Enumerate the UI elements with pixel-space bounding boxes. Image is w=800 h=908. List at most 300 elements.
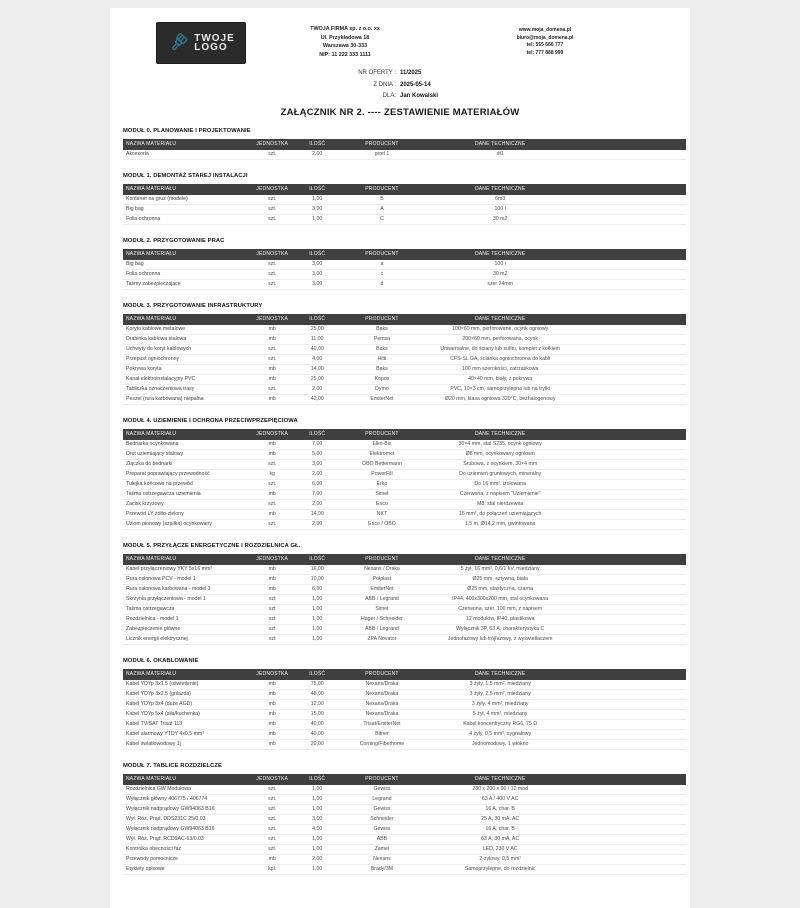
- qty-cell: 14,00: [292, 364, 343, 374]
- producer-cell: Erico: [343, 499, 422, 509]
- unit-cell: mb: [252, 680, 291, 690]
- qty-cell: 1,00: [292, 195, 343, 205]
- material-name-cell: Wył. Róż. Prąd. RCD9AC-63/0.03: [123, 834, 252, 844]
- spacer-cell: [579, 864, 686, 874]
- contact-www: www.moja_domena.pl: [518, 27, 572, 33]
- unit-cell: mb: [252, 334, 291, 344]
- producer-cell: Baks: [343, 325, 422, 335]
- producer-cell: Polplast: [343, 574, 422, 584]
- tech-cell: Jednofazowy lub trójfazowy, z wyświetlaczem: [421, 634, 579, 644]
- unit-cell: mb: [252, 440, 291, 450]
- qty-cell: 42,00: [292, 394, 343, 404]
- tech-cell: 200×60 mm, perforowana, ocynk: [421, 334, 579, 344]
- column-header: DANE TECHNICZNE: [421, 669, 579, 680]
- tech-cell: Kabel koncentryczny RG6, 75 Ω: [421, 719, 579, 729]
- tech-cell: Czerwona, z napisem "Uziemienie": [421, 489, 579, 499]
- tech-cell: 30×4 mm, stal S235, ocynk ogniowy: [421, 440, 579, 450]
- company-info: [255, 25, 435, 59]
- unit-cell: mb: [252, 489, 291, 499]
- material-name-cell: Przewód LY żółto-zielony: [123, 509, 252, 519]
- material-name-cell: Bednarka ocynkowana: [123, 440, 252, 450]
- producer-cell: EmiterNet: [343, 584, 422, 594]
- spacer-cell: [579, 624, 686, 634]
- unit-cell: szt.: [252, 824, 291, 834]
- table-header-row: [123, 429, 686, 440]
- material-name-cell: Rura osłonowa karbowana - model 3: [123, 584, 252, 594]
- table-header-row: [123, 184, 686, 195]
- producer-cell: Pemsa: [343, 334, 422, 344]
- column-header: ILOŚĆ: [292, 139, 343, 150]
- qty-cell: 75,00: [292, 680, 343, 690]
- producer-cell: Gewiss: [343, 824, 422, 834]
- producer-cell: NKT: [343, 509, 422, 519]
- column-header: NAZWA MATERIAŁU: [123, 314, 252, 325]
- spacer-cell: [579, 844, 686, 854]
- paintbrush-icon: [167, 32, 189, 54]
- spacer-cell: [579, 634, 686, 644]
- tech-cell: 25 A, 30 mA, AC: [421, 814, 579, 824]
- module-title: MODUŁ 6. OKABLOWANIE: [123, 657, 199, 664]
- unit-cell: mb: [252, 699, 291, 709]
- spacer-cell: [579, 364, 686, 374]
- producer-cell: c: [343, 269, 422, 279]
- material-name-cell: Kabel YDYp 3x4 (duże AGD): [123, 699, 252, 709]
- table-row: [123, 739, 686, 749]
- tech-cell: 100 l: [421, 204, 579, 214]
- table-row: [123, 269, 686, 279]
- qty-cell: 40,00: [292, 344, 343, 354]
- table-row: [123, 854, 686, 864]
- unit-cell: szt.: [252, 344, 291, 354]
- column-header: DANE TECHNICZNE: [421, 429, 579, 440]
- table-row: [123, 814, 686, 824]
- column-header: JEDNOSTKA: [252, 429, 291, 440]
- qty-cell: 16,00: [292, 565, 343, 575]
- tech-cell: 63 A, 30 mA, AC: [421, 834, 579, 844]
- table-row: [123, 574, 686, 584]
- unit-cell: mb: [252, 729, 291, 739]
- materials-table: [123, 139, 686, 160]
- table-row: [123, 354, 686, 364]
- table-row: [123, 509, 686, 519]
- tech-cell: 16 mm², do połączeń uziemiających: [421, 509, 579, 519]
- offer-page: [110, 8, 690, 908]
- material-name-cell: Wyłącznik nadprądowy GW94063 B16: [123, 804, 252, 814]
- qty-cell: 10,00: [292, 574, 343, 584]
- spacer-cell: [579, 374, 686, 384]
- materials-table: [123, 314, 686, 405]
- qty-cell: 15,00: [292, 709, 343, 719]
- table-row: [123, 260, 686, 270]
- unit-cell: szt.: [252, 804, 291, 814]
- company-city: Warszawa 30-333: [322, 43, 368, 49]
- column-header-spacer: [579, 139, 686, 150]
- spacer-cell: [579, 689, 686, 699]
- company-name: TWOJA FIRMA sp. z o.o. xx: [310, 26, 380, 32]
- spacer-cell: [579, 354, 686, 364]
- qty-cell: 11,00: [292, 334, 343, 344]
- unit-cell: szt.: [252, 260, 291, 270]
- spacer-cell: [579, 334, 686, 344]
- tech-cell: Ø25 mm, elastyczna, czarna: [421, 584, 579, 594]
- tech-cell: CFS-SL GA, ścianka ogniochronna do kabli: [421, 354, 579, 364]
- qty-cell: 2,00: [292, 469, 343, 479]
- column-header: NAZWA MATERIAŁU: [123, 139, 252, 150]
- tech-cell: 16 A, char. B: [421, 824, 579, 834]
- tech-cell: M8, stal nierdzewna: [421, 499, 579, 509]
- tech-cell: 16 A, char. B: [421, 804, 579, 814]
- producer-cell: Nexans/Draka: [343, 680, 422, 690]
- offer-meta: [110, 68, 690, 103]
- table-row: [123, 565, 686, 575]
- materials-table: [123, 774, 686, 875]
- offer-client-value: Jan Kowalski: [400, 93, 439, 99]
- producer-cell: Kopos: [343, 374, 422, 384]
- unit-cell: mb: [252, 394, 291, 404]
- producer-cell: Simet: [343, 489, 422, 499]
- qty-cell: 2,00: [292, 854, 343, 864]
- material-name-cell: Taśma ostrzegawcza uziemienia: [123, 489, 252, 499]
- producer-cell: Gewiss: [343, 804, 422, 814]
- column-header: DANE TECHNICZNE: [421, 249, 579, 260]
- column-header-spacer: [579, 429, 686, 440]
- producer-cell: ABB / Legrand: [343, 624, 422, 634]
- qty-cell: 3,00: [292, 814, 343, 824]
- column-header: PRODUCENT: [343, 249, 422, 260]
- qty-cell: 1,00: [292, 624, 343, 634]
- qty-cell: 48,00: [292, 689, 343, 699]
- qty-cell: 40,00: [292, 719, 343, 729]
- column-header: JEDNOSTKA: [252, 554, 291, 565]
- material-name-cell: Taśma ostrzegawcza: [123, 604, 252, 614]
- producer-cell: Schneider: [343, 814, 422, 824]
- table-row: [123, 204, 686, 214]
- producer-cell: ABB / Legrand: [343, 594, 422, 604]
- spacer-cell: [579, 269, 686, 279]
- unit-cell: mb: [252, 584, 291, 594]
- unit-cell: mb: [252, 374, 291, 384]
- column-header: JEDNOSTKA: [252, 184, 291, 195]
- tech-cell: 3 żyły, 2,5 mm², miedziany: [421, 689, 579, 699]
- table-row: [123, 469, 686, 479]
- offer-number-label: NR OFERTY :: [358, 70, 396, 76]
- module-title: MODUŁ 3. PRZYGOTOWANIE INFRASTRUKTURY: [123, 302, 263, 309]
- column-header: PRODUCENT: [343, 554, 422, 565]
- spacer-cell: [579, 449, 686, 459]
- unit-cell: mb: [252, 854, 291, 864]
- material-name-cell: Zacisk krzyżowy: [123, 499, 252, 509]
- table-row: [123, 804, 686, 814]
- producer-cell: Zamel: [343, 844, 422, 854]
- qty-cell: 1,00: [292, 594, 343, 604]
- column-header: JEDNOSTKA: [252, 774, 291, 785]
- material-name-cell: Folia ochronna: [123, 214, 252, 224]
- table-header-row: [123, 139, 686, 150]
- material-name-cell: Kontrolka obecności faz: [123, 844, 252, 854]
- producer-cell: OBO Bettermann: [343, 459, 422, 469]
- table-row: [123, 195, 686, 205]
- qty-cell: 14,00: [292, 509, 343, 519]
- table-row: [123, 584, 686, 594]
- unit-cell: szt.: [252, 785, 291, 795]
- table-row: [123, 150, 686, 160]
- module-title: MODUŁ 0. PLANOWANIE I PROJEKTOWANIE: [123, 127, 251, 134]
- table-row: [123, 519, 686, 529]
- tech-cell: 12 modułów, IP40, plastikowa: [421, 614, 579, 624]
- materials-table: [123, 184, 686, 225]
- unit-cell: mb: [252, 325, 291, 335]
- table-row: [123, 634, 686, 644]
- spacer-cell: [579, 614, 686, 624]
- column-header: NAZWA MATERIAŁU: [123, 774, 252, 785]
- tech-cell: 3 żyły, 4 mm², miedziany: [421, 699, 579, 709]
- producer-cell: a: [343, 260, 422, 270]
- column-header: DANE TECHNICZNE: [421, 774, 579, 785]
- column-header: DANE TECHNICZNE: [421, 314, 579, 325]
- producer-cell: Gewiss: [343, 785, 422, 795]
- unit-cell: mb: [252, 709, 291, 719]
- unit-cell: szt.: [252, 214, 291, 224]
- qty-cell: 1,00: [292, 794, 343, 804]
- modules-container: [110, 128, 690, 875]
- offer-client-label: DLA:: [382, 93, 396, 99]
- materials-table: [123, 669, 686, 750]
- unit-cell: szt.: [252, 479, 291, 489]
- spacer-cell: [579, 699, 686, 709]
- contact-email: biuro@moja_domena.pl: [516, 34, 574, 41]
- qty-cell: 3,00: [292, 204, 343, 214]
- tech-cell: Do uziemień gruntowych, mineralny: [421, 469, 579, 479]
- tech-cell: 63 A / 400 V AC: [421, 794, 579, 804]
- spacer-cell: [579, 394, 686, 404]
- qty-cell: 3,00: [292, 269, 343, 279]
- table-header-row: [123, 774, 686, 785]
- producer-cell: Brady/3M: [343, 864, 422, 874]
- materials-table: [123, 554, 686, 645]
- qty-cell: 1,00: [292, 844, 343, 854]
- meta-row-offer-client: [110, 91, 690, 103]
- table-row: [123, 279, 686, 289]
- material-name-cell: Rozdzielnica GW Modułowa: [123, 785, 252, 795]
- material-name-cell: Kabel YDYp 5x4 (siła/kuchenka): [123, 709, 252, 719]
- column-header: NAZWA MATERIAŁU: [123, 429, 252, 440]
- spacer-cell: [579, 489, 686, 499]
- column-header: PRODUCENT: [343, 669, 422, 680]
- unit-cell: szt.: [252, 204, 291, 214]
- producer-cell: Elektromet: [343, 449, 422, 459]
- spacer-cell: [579, 814, 686, 824]
- table-header-row: [123, 249, 686, 260]
- material-name-cell: Big bag: [123, 260, 252, 270]
- column-header-spacer: [579, 669, 686, 680]
- material-name-cell: Kontener na gruz (modele): [123, 195, 252, 205]
- column-header: ILOŚĆ: [292, 774, 343, 785]
- tech-cell: 100×60 mm, perforowane, ocynk ogniowy: [421, 325, 579, 335]
- material-name-cell: Uchwyty do koryt kablowych: [123, 344, 252, 354]
- producer-cell: A: [343, 204, 422, 214]
- table-row: [123, 844, 686, 854]
- material-name-cell: Przepust ogniochronny: [123, 354, 252, 364]
- material-name-cell: Kabel alarmowy YTDY 4x0,5 mm²: [123, 729, 252, 739]
- unit-cell: mb: [252, 574, 291, 584]
- table-row: [123, 864, 686, 874]
- table-header-row: [123, 669, 686, 680]
- column-header-spacer: [579, 249, 686, 260]
- table-row: [123, 604, 686, 614]
- spacer-cell: [579, 479, 686, 489]
- column-header: NAZWA MATERIAŁU: [123, 669, 252, 680]
- module-section: [123, 303, 686, 405]
- spacer-cell: [579, 729, 686, 739]
- unit-cell: szt.: [252, 499, 291, 509]
- module-section: [123, 543, 686, 645]
- spacer-cell: [579, 260, 686, 270]
- qty-cell: 6,00: [292, 584, 343, 594]
- unit-cell: szt: [252, 594, 291, 604]
- spacer-cell: [579, 214, 686, 224]
- producer-cell: Nexans/Draka: [343, 699, 422, 709]
- qty-cell: 1,00: [292, 785, 343, 795]
- producer-cell: ZPA Novator: [343, 634, 422, 644]
- column-header-spacer: [579, 184, 686, 195]
- tech-cell: 5 żył, 4 mm², miedziany: [421, 709, 579, 719]
- column-header: NAZWA MATERIAŁU: [123, 554, 252, 565]
- module-title: MODUŁ 5. PRZYŁĄCZE ENERGETYCZNE I ROZDZIELNICA GŁ.: [123, 542, 301, 549]
- material-name-cell: Folia ochronna: [123, 269, 252, 279]
- offer-date-value: 2025-05-14: [400, 81, 431, 88]
- table-row: [123, 479, 686, 489]
- material-name-cell: Kabel YDYp 3x1.5 (oświetlenie): [123, 680, 252, 690]
- qty-cell: 1,00: [292, 614, 343, 624]
- spacer-cell: [579, 719, 686, 729]
- table-row: [123, 440, 686, 450]
- table-row: [123, 325, 686, 335]
- producer-cell: Hilti: [343, 354, 422, 364]
- producer-cell: Baks: [343, 344, 422, 354]
- spacer-cell: [579, 739, 686, 749]
- spacer-cell: [579, 279, 686, 289]
- unit-cell: mb: [252, 364, 291, 374]
- spacer-cell: [579, 565, 686, 575]
- qty-cell: 2,00: [292, 519, 343, 529]
- table-header-row: [123, 314, 686, 325]
- spacer-cell: [579, 604, 686, 614]
- unit-cell: kpl.: [252, 864, 291, 874]
- unit-cell: szt.: [252, 834, 291, 844]
- spacer-cell: [579, 499, 686, 509]
- producer-cell: Nexans / Draka: [343, 565, 422, 575]
- producer-cell: Simet: [343, 604, 422, 614]
- table-row: [123, 499, 686, 509]
- unit-cell: szt: [252, 624, 291, 634]
- tech-cell: 4 żyły, 0,5 mm², sygnałowy: [421, 729, 579, 739]
- qty-cell: 2,00: [292, 150, 343, 160]
- table-row: [123, 364, 686, 374]
- table-row: [123, 719, 686, 729]
- contact-info: [455, 27, 635, 57]
- material-name-cell: Licznik energii elektrycznej: [123, 634, 252, 644]
- column-header: DANE TECHNICZNE: [421, 139, 579, 150]
- spacer-cell: [579, 834, 686, 844]
- column-header: DANE TECHNICZNE: [421, 184, 579, 195]
- tech-cell: 40×40 mm, biały, z pokrywą: [421, 374, 579, 384]
- spacer-cell: [579, 594, 686, 604]
- producer-cell: ABB: [343, 834, 422, 844]
- column-header: ILOŚĆ: [292, 669, 343, 680]
- column-header-spacer: [579, 554, 686, 565]
- producer-cell: d: [343, 279, 422, 289]
- producer-cell: Bitner: [343, 729, 422, 739]
- tech-cell: Czerwona, szer. 100 mm, z napisem: [421, 604, 579, 614]
- qty-cell: 4,00: [292, 824, 343, 834]
- producer-cell: prod 1: [343, 150, 422, 160]
- column-header: PRODUCENT: [343, 429, 422, 440]
- tech-cell: 100 l: [421, 260, 579, 270]
- qty-cell: 1,00: [292, 804, 343, 814]
- tech-cell: Wyłącznik 3P, 63 A, charakterystyka C: [421, 624, 579, 634]
- material-name-cell: Pokrywa koryta: [123, 364, 252, 374]
- table-row: [123, 834, 686, 844]
- tech-cell: LED, 230 V AC: [421, 844, 579, 854]
- unit-cell: mb: [252, 509, 291, 519]
- qty-cell: 3,00: [292, 260, 343, 270]
- column-header: ILOŚĆ: [292, 184, 343, 195]
- spacer-cell: [579, 854, 686, 864]
- company-logo: [156, 22, 246, 64]
- spacer-cell: [579, 325, 686, 335]
- spacer-cell: [579, 794, 686, 804]
- column-header: JEDNOSTKA: [252, 314, 291, 325]
- column-header: NAZWA MATERIAŁU: [123, 184, 252, 195]
- table-row: [123, 594, 686, 604]
- column-header: ILOŚĆ: [292, 429, 343, 440]
- material-name-cell: Akcesoria: [123, 150, 252, 160]
- producer-cell: Baks: [343, 364, 422, 374]
- tech-cell: Jednomodowy, 1 włókno: [421, 739, 579, 749]
- qty-cell: 20,00: [292, 739, 343, 749]
- qty-cell: 6,00: [292, 479, 343, 489]
- qty-cell: 1,00: [292, 834, 343, 844]
- material-name-cell: Taśmy zabezpieczające: [123, 279, 252, 289]
- material-name-cell: Tulejka końcowa na przewód: [123, 479, 252, 489]
- tech-cell: Ø8 mm, ocynkowany ogniowo: [421, 449, 579, 459]
- qty-cell: 3,00: [292, 459, 343, 469]
- table-row: [123, 624, 686, 634]
- material-name-cell: Złączka do bednarki: [123, 459, 252, 469]
- unit-cell: szt: [252, 604, 291, 614]
- material-name-cell: Wyłącznik nadprądowy GW94063 B16: [123, 824, 252, 834]
- module-section: [123, 238, 686, 290]
- tech-cell: 5 żył, 16 mm², 0,6/1 kV, miedziany: [421, 565, 579, 575]
- qty-cell: 3,00: [292, 279, 343, 289]
- tech-cell: 30 m2: [421, 214, 579, 224]
- meta-row-offer-number: [110, 68, 690, 80]
- tech-cell: Śrubowa, z ocynkiem, 30×4 mm: [421, 459, 579, 469]
- table-row: [123, 680, 686, 690]
- spacer-cell: [579, 584, 686, 594]
- material-name-cell: Kanał elektroinstalacyjny PVC: [123, 374, 252, 384]
- offer-number-value: 11/2025: [400, 70, 422, 76]
- tech-cell: 280 x 200 x 90 / 12 mod: [421, 785, 579, 795]
- unit-cell: szt.: [252, 195, 291, 205]
- material-name-cell: Wyłącznik główny 406775 / 406774: [123, 794, 252, 804]
- contact-phone-2: tel: 777 888 999: [526, 49, 564, 56]
- table-row: [123, 614, 686, 624]
- qty-cell: 40,00: [292, 729, 343, 739]
- qty-cell: 1,00: [292, 214, 343, 224]
- column-header: JEDNOSTKA: [252, 139, 291, 150]
- unit-cell: mb: [252, 739, 291, 749]
